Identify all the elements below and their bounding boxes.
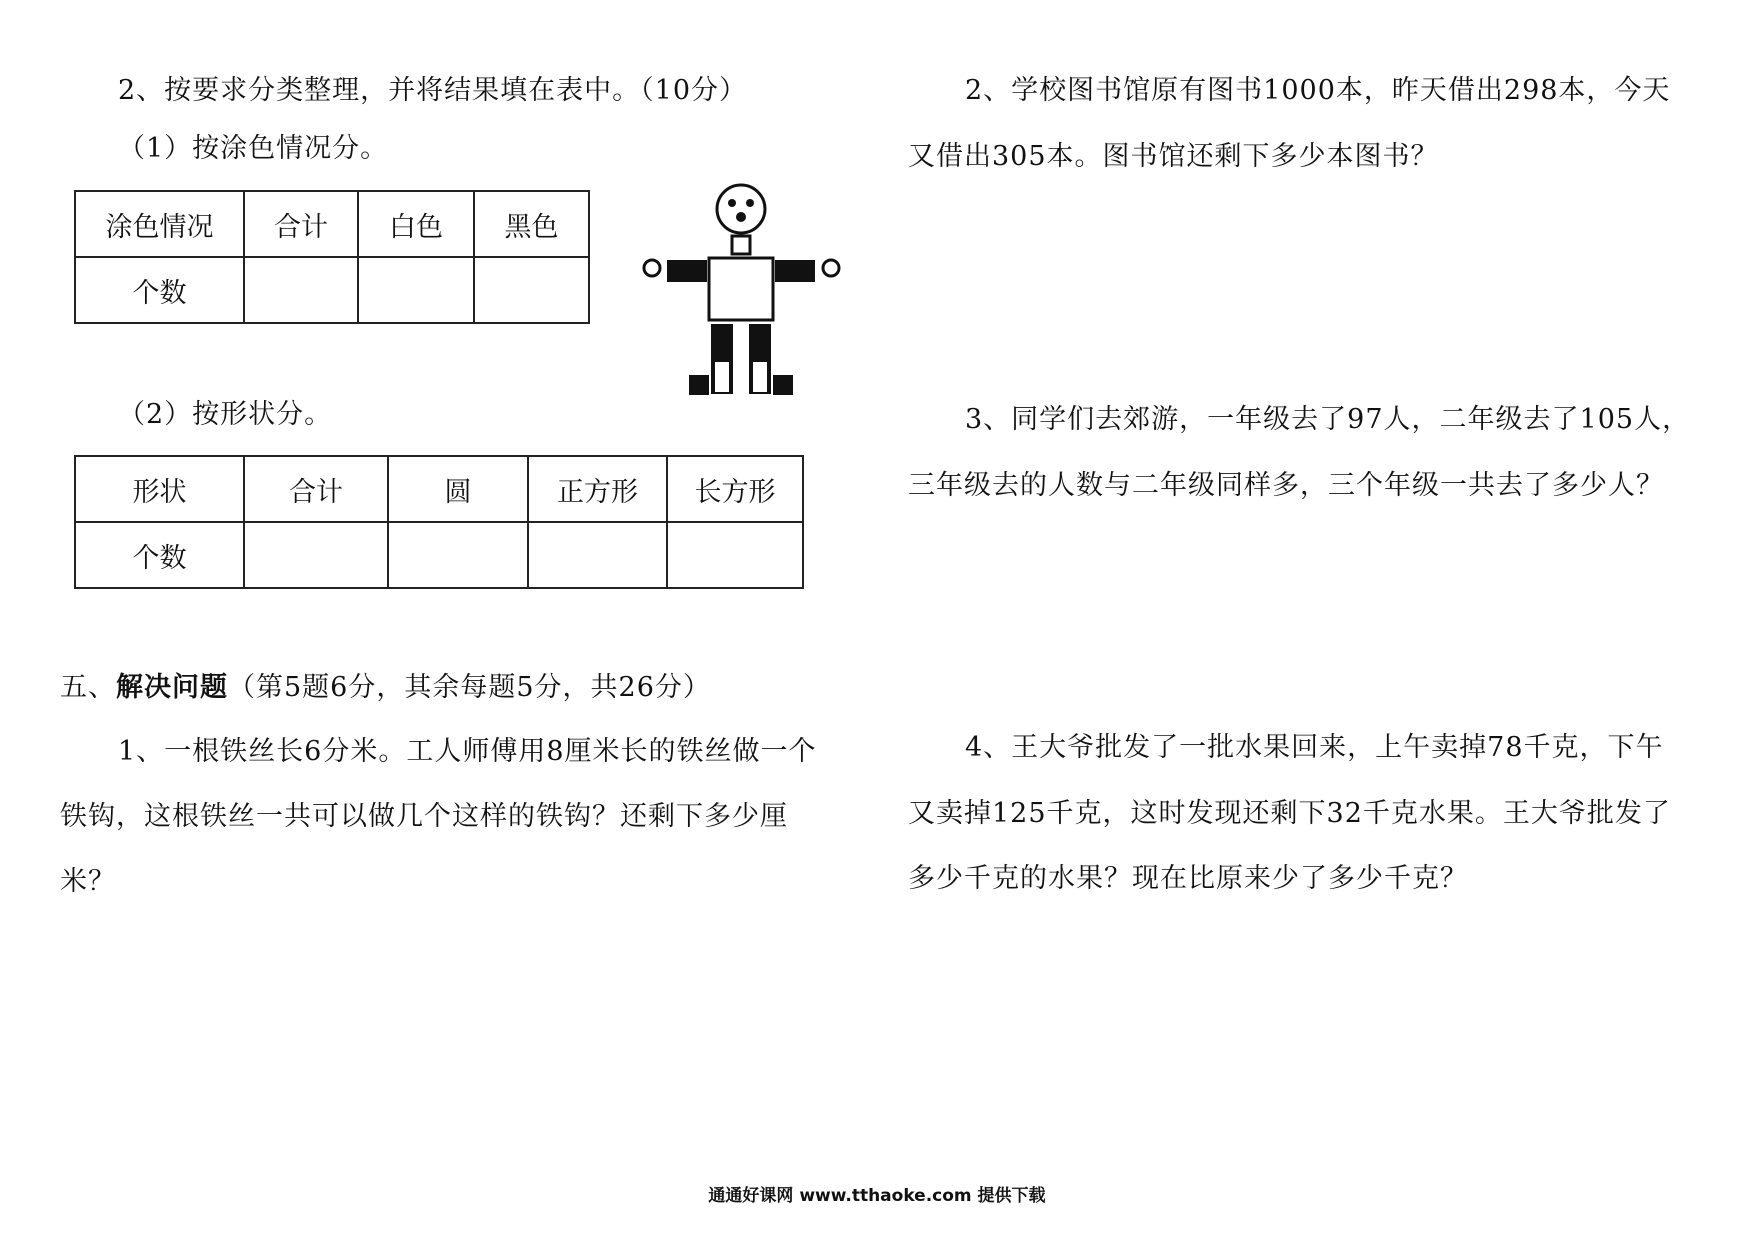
robot-hand-right <box>823 260 839 276</box>
shape-table-row-label: 个数 <box>75 522 244 588</box>
problem-1-line: 铁钩，这根铁丝一共可以做几个这样的铁钩？还剩下多少厘 <box>60 801 788 832</box>
section-5-note: （第5题6分，其余每题5分，共26分） <box>228 672 711 703</box>
robot-eye-left <box>728 199 736 207</box>
section-5-number: 五、 <box>60 672 116 703</box>
robot-body-square <box>709 258 773 320</box>
robot-mouth <box>736 212 746 222</box>
robot-figure <box>630 180 870 405</box>
question-2-sub2: （2）按形状分。 <box>118 399 333 430</box>
shape-table-cell-square[interactable] <box>528 522 667 588</box>
shape-table-header: 形状 <box>75 456 244 522</box>
footer-credit: 通通好课网 www.tthaoke.com 提供下载 <box>708 1186 1046 1206</box>
shape-table-header: 长方形 <box>667 456 803 522</box>
problem-4-line: 4、王大爷批发了一批水果回来，上午卖掉78千克，下午 <box>965 732 1664 763</box>
problem-4-line: 又卖掉125千克，这时发现还剩下32千克水果。王大爷批发了 <box>908 798 1671 829</box>
problem-2-line: 2、学校图书馆原有图书1000本，昨天借出298本，今天 <box>965 75 1671 106</box>
problem-3-line: 3、同学们去郊游，一年级去了97人，二年级去了105人， <box>965 404 1691 435</box>
color-table-cell-white[interactable] <box>358 257 474 323</box>
color-table-header: 合计 <box>244 191 358 257</box>
section-5-heading <box>60 671 711 705</box>
problem-1-line: 米？ <box>60 866 116 897</box>
color-table-header: 白色 <box>358 191 474 257</box>
robot-arm-left <box>667 260 707 282</box>
question-2-title: 2、按要求分类整理，并将结果填在表中。（10分） <box>118 75 748 106</box>
shape-table-header: 正方形 <box>528 456 667 522</box>
problem-4-line: 多少千克的水果？现在比原来少了多少千克？ <box>908 863 1468 894</box>
shape-table-cell-circle[interactable] <box>388 522 528 588</box>
shape-table <box>74 455 804 589</box>
color-table-cell-total[interactable] <box>244 257 358 323</box>
shape-table-cell-total[interactable] <box>244 522 388 588</box>
color-table-row-label: 个数 <box>75 257 244 323</box>
problem-2-line: 又借出305本。图书馆还剩下多少本图书？ <box>908 141 1439 172</box>
shape-table-header: 合计 <box>244 456 388 522</box>
robot-eye-right <box>746 199 754 207</box>
color-table-header: 涂色情况 <box>75 191 244 257</box>
shape-table-cell-rectangle[interactable] <box>667 522 803 588</box>
robot-leg-right-white <box>753 362 767 392</box>
problem-3-line: 三年级去的人数与二年级同样多，三个年级一共去了多少人？ <box>908 470 1664 501</box>
robot-head-circle <box>717 185 765 233</box>
color-table-cell-black[interactable] <box>474 257 589 323</box>
problem-1-line: 1、一根铁丝长6分米。工人师傅用8厘米长的铁丝做一个 <box>118 736 817 767</box>
question-2-sub1: （1）按涂色情况分。 <box>118 133 389 164</box>
color-table-header: 黑色 <box>474 191 589 257</box>
color-table <box>74 190 590 324</box>
robot-leg-left-white <box>715 362 729 392</box>
robot-arm-right <box>775 260 815 282</box>
section-5-title: 解决问题 <box>116 672 228 703</box>
robot-hand-left <box>644 260 660 276</box>
shape-table-header: 圆 <box>388 456 528 522</box>
robot-foot-right <box>773 375 793 395</box>
robot-neck-square <box>732 236 750 254</box>
robot-foot-left <box>689 375 709 395</box>
